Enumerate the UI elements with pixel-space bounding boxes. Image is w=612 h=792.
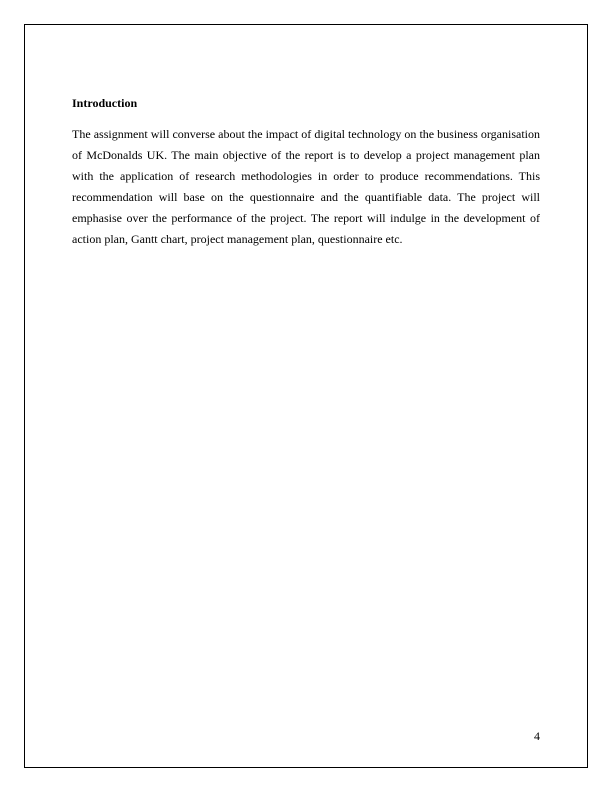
page-number: 4 [534, 729, 540, 743]
introduction-paragraph: The assignment will converse about the impact of digital technology on the business organisation of McDonalds UK. The main objective of the report is to develop a project management plan with the application of research methodologies in order to produce recommendations. This recommendation will base on the questionnaire and the quantifiable data. The project will emphasise over the performance of the project. The report will indulge in the development of action plan, Gantt chart, project management plan, questionnaire etc. [72, 127, 540, 246]
section-heading: Introduction [72, 96, 138, 110]
